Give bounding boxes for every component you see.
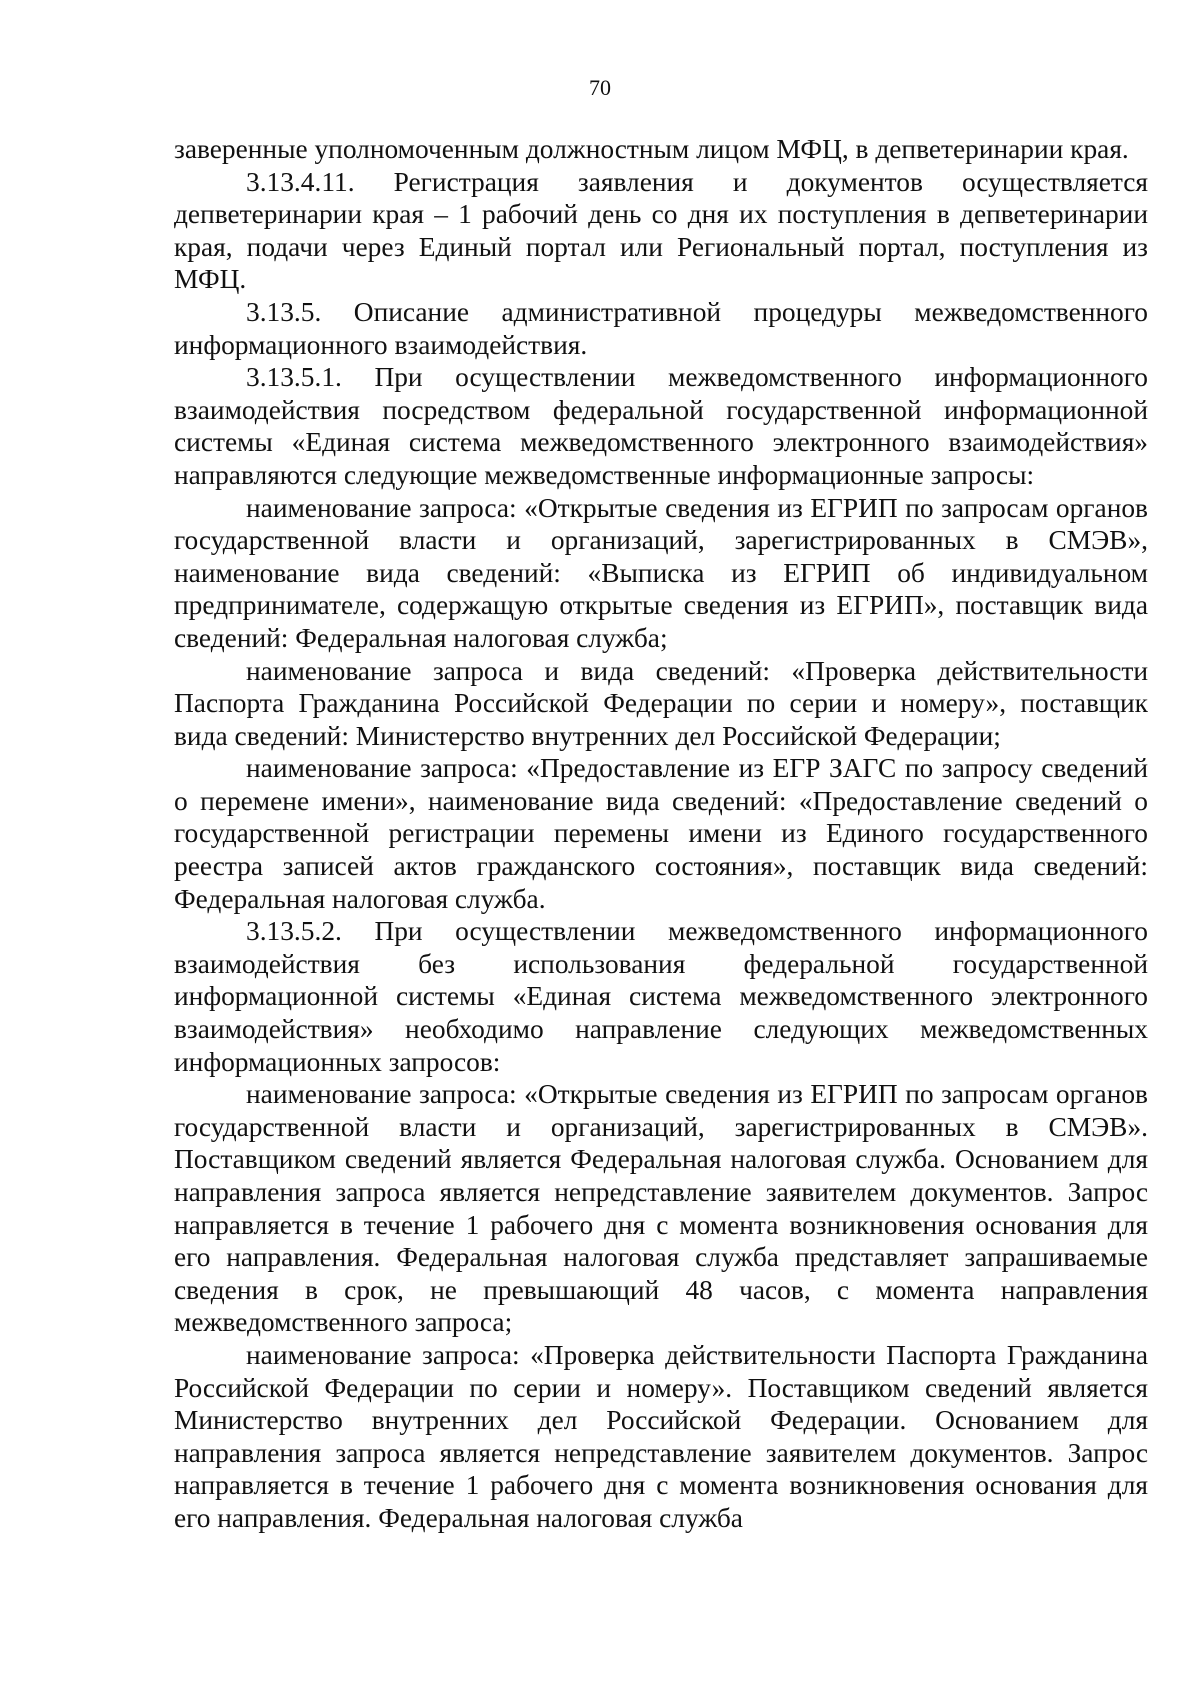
paragraph-3-13-5-1: 3.13.5.1. При осуществлении межведомственного информационного взаимодействия посредством федеральной государственной информационной системы «Единая система межведомственного электронного взаимодействия» направляются следующие межведомственные информационные запросы: — [174, 362, 1148, 490]
paragraph-request-zags: наименование запроса: «Предоставление из ЕГР ЗАГС по запросу сведений о перемене имени», наименование вида сведений: «Предоставление сведений о государственной регистрации перемены имени из Единого государственного реестра записей актов гражданского состояния», поставщик вида сведений: Федеральная налоговая служба. — [174, 753, 1148, 914]
paragraph-3-13-5: 3.13.5. Описание административной процедуры межведомственного информационного взаимодействия. — [174, 296, 1148, 360]
paragraph-3-13-4-11: 3.13.4.11. Регистрация заявления и документов осуществляется депветеринарии края – 1 рабочий день со дня их поступления в депветеринарии края, подачи через Единый портал или Региональный портал, поступления из МФЦ. — [174, 166, 1148, 295]
paragraph-request-passport: наименование запроса и вида сведений: «Проверка действительности Паспорта Гражданина Российской Федерации по серии и номеру», поставщик вида сведений: Министерство внутренних дел Российской Федерации; — [174, 655, 1148, 751]
document-body — [174, 133, 1148, 1535]
page-number: 70 — [589, 75, 611, 100]
paragraph-request-egrip-smev: наименование запроса: «Открытые сведения из ЕГРИП по запросам органов государственной власти и организаций, зарегистрированных в СМЭВ», наименование вида сведений: «Выписка из ЕГРИП об индивидуальном предпринимателе, содержащую открытые сведения из ЕГРИП», поставщик вида сведений: Федеральная налоговая служба; — [174, 492, 1148, 653]
paragraph-continuation: заверенные уполномоченным должностным лицом МФЦ, в депветеринарии края. — [174, 134, 1129, 164]
paragraph-3-13-5-2: 3.13.5.2. При осуществлении межведомственного информационного взаимодействия без использования федеральной государственной информационной системы «Единая система межведомственного электронного взаимодействия» необходимо направление следующих межведомственных информационных запросов: — [174, 916, 1148, 1077]
paragraph-request-passport-manual: наименование запроса: «Проверка действительности Паспорта Гражданина Российской Федерации по серии и номеру». Поставщиком сведений является Министерство внутренних дел Российской Федерации. Основанием для направления запроса является непредставление заявителем документов. Запрос направляется в течение 1 рабочего дня с момента возникновения основания для его направления. Федеральная налоговая служба — [174, 1339, 1148, 1533]
paragraph-request-egrip-manual: наименование запроса: «Открытые сведения из ЕГРИП по запросам органов государственной власти и организаций, зарегистрированных в СМЭВ». Поставщиком сведений является Федеральная налоговая служба. Основанием для направления запроса является непредставление заявителем документов. Запрос направляется в течение 1 рабочего дня с момента возникновения основания для его направления. Федеральная налоговая служба представляет запрашиваемые сведения в срок, не превышающий 48 часов, с момента направления межведомственного запроса; — [174, 1079, 1148, 1338]
